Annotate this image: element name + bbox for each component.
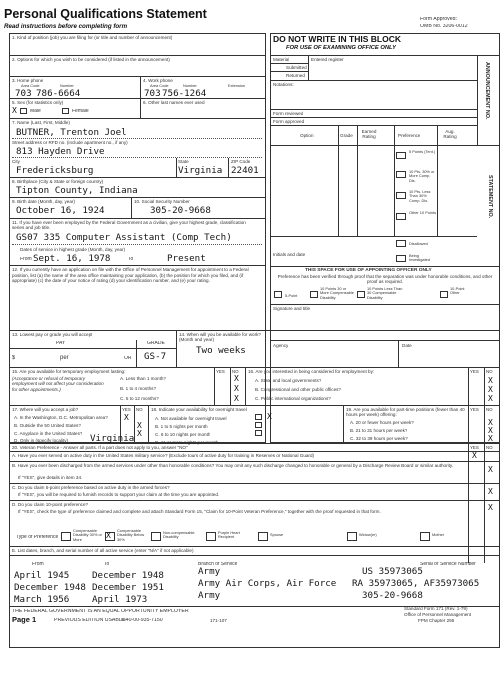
q10-label: 10. Social Security Number <box>134 199 190 204</box>
service-branch-3[interactable]: Army <box>198 591 221 601</box>
q8-label: 8. Birthplace (City & State or foreign country) <box>12 179 104 184</box>
field-label: NO <box>486 445 493 450</box>
q15c-no-mark: X <box>234 394 239 403</box>
service-from-3[interactable]: March 1956 <box>14 595 70 605</box>
field-label: To <box>104 562 110 567</box>
field-label: Being Investigated <box>409 254 430 263</box>
field-label: PAY <box>56 341 66 346</box>
field-label: If "YES", you will be required to furnish records to support your claim at the time you are appointed. <box>18 492 220 497</box>
sex-female-checkbox[interactable] <box>62 108 69 114</box>
field-label: C. Anyplace in the United States? <box>14 431 83 436</box>
field-label: Notations: <box>273 82 294 87</box>
q14-label: 14. When will you be available for work? (Month and year) <box>179 332 261 343</box>
q2-label: 2. Options for which you wish to be considered (if listed in the announcement) <box>12 57 170 62</box>
field-label: Area Code <box>150 84 169 88</box>
field-label: YES <box>470 369 479 374</box>
zip-value[interactable]: 22401 <box>231 166 259 176</box>
q18-mark: X <box>267 412 272 421</box>
previous-edition: PREVIOUS EDITION USABLE <box>54 618 126 623</box>
birthplace-value[interactable]: Tipton County, Indiana <box>16 186 138 196</box>
rule-line <box>270 63 308 64</box>
office-title: DO NOT WRITE IN THIS BLOCK <box>273 35 401 44</box>
field-label: A. Not available for overnight travel <box>155 416 227 421</box>
rule-line <box>12 157 262 158</box>
pref-10-30-box[interactable] <box>396 171 406 178</box>
q11-label: 11. If you have ever been employed by the Federal Government as a civilian, give your highest grade, classification series and job title. <box>12 220 246 231</box>
type-purple-heart-box[interactable] <box>206 532 216 541</box>
birthdate-value[interactable]: October 16, 1924 <box>16 206 105 216</box>
q1-label: 1. Kind of position (job) you are filing for (or title and number of announcement) <box>12 35 173 40</box>
field-label: Date <box>402 343 412 348</box>
field-label: Signature and title <box>273 306 311 311</box>
service-from-value[interactable]: Sept. 16, 1978 <box>33 254 111 264</box>
rule-line <box>9 98 266 99</box>
service-to-value[interactable]: Present <box>167 254 206 264</box>
standard-form: Standard Form 171 (Rev. 1-79) <box>404 606 468 611</box>
field-label: Serial or Service Number <box>420 562 476 567</box>
page-number: Page 1 <box>12 616 37 624</box>
rule-line <box>12 138 262 139</box>
field-label: 5-Point <box>285 294 298 298</box>
rule-line <box>9 330 500 331</box>
field-label: A. State and local governments? <box>255 378 322 383</box>
field-label: C. 32 to 39 hours per week? <box>350 436 408 441</box>
field-label: Branch of Service <box>198 562 238 567</box>
q19b-no-mark: X <box>488 426 493 435</box>
field-label: (Acceptance or refusal of temporary employment will not affect your consideration for other appointments.) <box>12 376 104 392</box>
type-mother-box[interactable] <box>420 532 430 541</box>
travel-1-5-box[interactable] <box>255 422 262 428</box>
field-label: B. Congressional and other public offices? <box>255 387 341 392</box>
rule-line <box>437 125 438 236</box>
field-label: Agency <box>273 343 289 348</box>
field-label: D. Only in (specify locality) <box>14 438 69 443</box>
field-label: Type of Preference <box>16 535 59 540</box>
locality-value[interactable]: Virginia <box>90 434 135 444</box>
q15b-no-mark: X <box>234 384 239 393</box>
q16-label: 16. Are you interested in being considered for employment by: <box>248 369 375 374</box>
rule-line <box>9 367 500 368</box>
field-label: C. 6 to 10 nights per month <box>155 432 211 437</box>
field-label: 5 Points (Tent.) <box>409 150 436 154</box>
q9-label: 9. Birth date (Month, day, year) <box>12 199 75 204</box>
fpm-chapter: FPM Chapter 295 <box>418 618 455 623</box>
field-label: Option <box>300 133 314 138</box>
rule-line <box>228 158 229 177</box>
field-label: NO <box>136 407 143 412</box>
field-label: City <box>12 159 20 164</box>
rule-line <box>398 340 399 367</box>
rule-line <box>9 55 266 56</box>
field-label: 10 Points Less Than 30 Compensable Disability <box>367 287 403 300</box>
rule-line <box>357 125 358 236</box>
rule-line <box>270 266 500 267</box>
federal-grade-value[interactable]: GS07 335 Computer Assistant (Comp Tech) <box>16 233 232 243</box>
q12-label: 12. If you currently have an application on file with the Office of Personnel Management for appointment to a Federal position, list (a) the name of the area office maintaining your application, (b) the position for which you filed, and (if appropriate) (c) the date of your notice of rating (d) your identification number, and (e) your rating. <box>12 267 249 284</box>
field-label: Area Code <box>21 84 40 88</box>
field-label: $ <box>12 355 16 361</box>
field-label: B. Have you ever been discharged from the armed services under other than honorable conditions? You may omit any such discharge changed to honorable or general by a Discharge Review Board or similar authority. <box>12 463 454 468</box>
q4-label: 4. Work phone <box>143 78 173 83</box>
rule-line <box>270 71 308 72</box>
q20-label: 20. Veteran Preference - Answer all parts. If a part does not apply to you, answer "NO" <box>12 445 188 450</box>
rule-line <box>9 483 500 484</box>
field-label: Number <box>183 84 197 88</box>
field-label: YES <box>122 407 131 412</box>
field-label: Widow(er) <box>359 533 377 537</box>
rule-line <box>176 330 177 367</box>
q20d-no-mark: X <box>488 503 493 512</box>
type-noncomp-box[interactable] <box>151 532 161 541</box>
rule-line <box>394 125 395 236</box>
q19c-no-mark: X <box>488 434 493 443</box>
field-label: Compensable Disability 30% or More <box>73 529 102 542</box>
rule-line <box>270 80 477 81</box>
field-label: C. Public international organizations? <box>255 396 331 401</box>
pref-disallowed-box[interactable] <box>396 240 406 247</box>
service-to-3[interactable]: April 1973 <box>92 595 148 605</box>
field-label: THIS SPACE FOR USE OF APPOINTING OFFICER ONLY <box>305 268 432 273</box>
work-phone-area[interactable]: 703 <box>144 89 161 99</box>
rule-line <box>230 367 231 405</box>
field-label: 10-Point Other <box>450 287 465 296</box>
q16c-no-mark: X <box>488 394 493 403</box>
ap-10-less-box[interactable] <box>357 291 365 298</box>
field-label: A. In the Washington, D.C. Metropolitan area? <box>14 415 108 420</box>
pref-investigated-box[interactable] <box>396 255 406 262</box>
rule-line <box>270 340 500 341</box>
field-label: A. Have you ever served on active duty in the United States military service? (Exclude tours of active duty for training in Reserves or National Guard) <box>12 453 315 458</box>
service-label: E. List dates, branch, and serial number of all active service (enter "N/A" if not applicable) <box>12 548 194 553</box>
field-label: Street address or RFD no. (include apartment no., if any) <box>12 140 128 145</box>
rule-line <box>477 55 478 145</box>
rule-line <box>484 367 485 405</box>
rule-line <box>148 405 149 443</box>
q13-label: 13. Lowest pay or grade you will accept <box>12 332 93 337</box>
field-label: Spouse <box>270 533 284 537</box>
work-phone-number[interactable]: 756-1264 <box>162 89 207 99</box>
rule-line <box>308 55 309 80</box>
field-label: 10 Pts. 30% or More Comp. Dis. <box>409 170 435 183</box>
available-value[interactable]: Two weeks <box>196 346 246 356</box>
field-label: Non-compensable Disability <box>163 531 195 540</box>
form-title: Personal Qualifications Statement <box>4 7 207 21</box>
rule-line <box>270 236 477 237</box>
ap-5-point-box[interactable] <box>274 291 282 298</box>
field-label: Initials and date <box>273 252 306 257</box>
service-to-2[interactable]: December 1951 <box>92 583 164 593</box>
rule-line <box>9 451 500 452</box>
rule-line <box>9 177 266 178</box>
q18-label: 18. Indicate your availability for overnight travel <box>151 407 247 412</box>
rule-line <box>214 367 215 405</box>
rule-line <box>270 125 477 126</box>
statement-no-label: STATEMENT NO. <box>487 175 493 219</box>
field-label: GRADE <box>147 341 165 346</box>
field-label: NO <box>486 407 493 412</box>
q17b-no-mark: X <box>137 421 142 430</box>
field-label: A. Less than 1 month? <box>120 376 166 381</box>
rule-line <box>270 304 500 305</box>
travel-6-10-box[interactable] <box>255 430 262 436</box>
city-value[interactable]: Fredericksburg <box>16 166 94 176</box>
form-subtitle: Read instructions before completing form <box>4 23 128 30</box>
service-from-1[interactable]: April 1945 <box>14 571 70 581</box>
field-label: Grade <box>340 133 353 138</box>
travel-none-box[interactable] <box>255 414 262 420</box>
rule-line <box>9 197 266 198</box>
eoe-statement: THE FEDERAL GOVERNMENT IS AN EQUAL OPPORTUNITY EMPLOYER <box>12 609 189 614</box>
field-label: Dates of service in highest grade (Month, day, year) <box>20 247 126 252</box>
pref-10-less-box[interactable] <box>396 192 406 199</box>
q15-label: 15. Are you available for temporary employment lasting: <box>12 369 126 374</box>
q17c-no-mark: X <box>137 429 142 438</box>
rule-line <box>9 546 500 547</box>
q7-label: 7. Name (Last, First, Middle) <box>12 120 70 125</box>
field-label: If "YES", check the type of preference claimed and complete and attach Standard Form 15, "Claim for 10-Point Veteran Preference," together with the proof requested in that form. <box>18 509 381 514</box>
field-label: B. 1 to 4 months? <box>120 386 157 391</box>
service-branch-2[interactable]: Army Air Corps, Air Force <box>198 579 337 589</box>
field-label: C. Do you claim 5-point preference based on active duty in the armed forces? <box>12 485 170 490</box>
q17-label: 17. Where will you accept a job? <box>12 407 79 412</box>
type-spouse-box[interactable] <box>258 532 268 541</box>
home-phone-area[interactable]: 703 <box>15 89 32 99</box>
field-label: OR <box>124 356 132 361</box>
field-label: NO <box>486 369 493 374</box>
q5-label: 5. Sex (for statistics only) <box>12 100 64 105</box>
rule-line <box>338 125 339 236</box>
service-to-1[interactable]: December 1948 <box>92 571 164 581</box>
rule-line <box>140 76 141 98</box>
type-widow-box[interactable] <box>347 532 357 541</box>
ap-other-box[interactable] <box>440 291 448 298</box>
rule-line <box>468 405 469 443</box>
field-label: From <box>32 562 44 567</box>
field-label: B. 1 to 5 nights per month <box>155 424 208 429</box>
rule-line <box>12 244 262 245</box>
rule-line <box>136 340 137 367</box>
field-label: If "YES", give details in item 34. <box>18 475 83 480</box>
rule-line <box>468 367 469 405</box>
rule-line <box>343 405 344 443</box>
field-label: Earned Rating <box>361 129 377 140</box>
field-label: From <box>20 257 32 262</box>
rule-line <box>9 118 266 119</box>
q20b-no-mark: X <box>488 465 493 474</box>
type-comp-below-30-mark: X <box>106 531 111 540</box>
q20a-yes-mark: X <box>472 451 477 460</box>
rule-line <box>9 555 500 556</box>
rule-line <box>9 265 266 266</box>
rule-line <box>9 500 500 501</box>
pref-5-point-box[interactable] <box>396 152 406 159</box>
sex-male-mark: X <box>12 106 17 115</box>
rule-line <box>270 109 477 110</box>
field-label: Preference <box>398 133 421 138</box>
field-label: To <box>128 257 134 262</box>
field-label: Male <box>30 109 41 114</box>
field-label: 10 Points 30 or More Compensable Disability <box>320 287 354 300</box>
field-label: Female <box>72 109 89 114</box>
service-from-2[interactable]: December 1948 <box>14 583 86 593</box>
field-label: B. 21 to 31 hours per week? <box>350 428 408 433</box>
field-label: Disallowed <box>409 242 428 246</box>
q17a-yes-mark: X <box>124 413 129 422</box>
field-label: per <box>60 355 69 361</box>
rule-line <box>9 461 500 462</box>
field-label: Form reviewed <box>273 111 304 116</box>
field-label: NO <box>232 369 239 374</box>
field-label: B. Outside the 50 United States? <box>14 423 81 428</box>
announcement-no-label: ANNOUNCEMENT NO. <box>484 62 490 120</box>
q20c-no-mark: X <box>488 487 493 496</box>
ap-10-30-box[interactable] <box>310 291 318 298</box>
field-label: Form approved <box>273 119 305 124</box>
field-label: Preference has been verified through proof that the separation was under honorable conditions, and other proof as required. <box>277 274 493 285</box>
rule-line <box>245 367 246 405</box>
ssn-value[interactable]: 305-20-9668 <box>150 206 211 216</box>
rule-line <box>484 405 485 443</box>
rule-line <box>9 218 266 219</box>
field-label: Other 10 Points <box>409 211 437 215</box>
home-phone-number[interactable]: 786-6664 <box>36 89 81 99</box>
rule-line <box>9 405 500 406</box>
field-label: Entered register <box>311 57 344 62</box>
form-approved-label: Form Approved: <box>420 17 457 22</box>
omb-number: OMB No. 3206-0012 <box>420 24 468 29</box>
field-label: D. Do you claim 10-point preference? <box>12 502 89 507</box>
rule-line <box>176 158 177 177</box>
field-label: Mother <box>432 533 445 537</box>
pref-other-box[interactable] <box>396 213 406 220</box>
opm-name: Office of Personnel Management <box>404 612 472 617</box>
field-label: Material <box>273 57 290 62</box>
grade-value[interactable]: GS-7 <box>144 352 167 362</box>
field-label: Returned <box>286 73 305 78</box>
field-label: C. 5 to 12 months? <box>120 396 159 401</box>
rule-line <box>270 145 500 146</box>
street-value[interactable]: 813 Hayden Drive <box>16 147 105 157</box>
field-label: Purple Heart Recipient <box>218 531 240 540</box>
field-label: D. 11 or more nights per month <box>155 440 219 445</box>
field-label: 10 Pts. Less Than 30% Comp. Dis. <box>409 190 431 203</box>
rule-line <box>270 55 500 56</box>
field-label: State <box>178 159 189 164</box>
office-subtitle: FOR USE OF EXAMINING OFFICE ONLY <box>286 45 397 51</box>
nsn-number: 7540-00-935-7150 <box>120 618 163 623</box>
rule-line <box>270 117 477 118</box>
field-label: Submitted <box>286 65 307 70</box>
field-label: Extension <box>228 84 246 88</box>
rule-line <box>140 98 141 118</box>
type-comp-30-box[interactable] <box>61 532 71 541</box>
rule-line <box>131 197 132 218</box>
field-label: YES <box>470 445 479 450</box>
q19a-no-mark: X <box>488 418 493 427</box>
q6-label: 6. Other last names ever used <box>143 100 205 105</box>
service-serial-1[interactable]: US 35973065 <box>362 567 423 577</box>
q16a-no-mark: X <box>488 376 493 385</box>
field-label: ZIP Code <box>231 159 251 164</box>
rule-line <box>9 348 176 349</box>
form-code: 171-107 <box>210 618 227 623</box>
field-label: Number <box>60 84 74 88</box>
state-value[interactable]: Virginia <box>178 166 223 176</box>
field-label: A. 20 or fewer hours per week? <box>350 420 414 425</box>
field-label: Compensable Disability Below 30% <box>117 529 145 542</box>
sex-male-checkbox[interactable] <box>20 108 27 114</box>
q3-label: 3. Home phone <box>12 78 44 83</box>
service-serial-3[interactable]: 305-20-9668 <box>362 591 423 601</box>
service-branch-1[interactable]: Army <box>198 567 221 577</box>
q15a-no-mark: X <box>234 374 239 383</box>
field-label: Aug. Rating <box>443 129 457 140</box>
field-label: YES <box>470 407 479 412</box>
field-label: YES <box>216 369 225 374</box>
name-value[interactable]: BUTNER, Trenton Joel <box>16 128 127 138</box>
service-serial-2[interactable]: RA 35973065, AF35973065 <box>352 579 480 589</box>
rule-line <box>9 76 266 77</box>
q16b-no-mark: X <box>488 385 493 394</box>
q19-label: 19. Are you available for part-time positions (fewer than 40 hours per week) offering: <box>346 407 465 418</box>
